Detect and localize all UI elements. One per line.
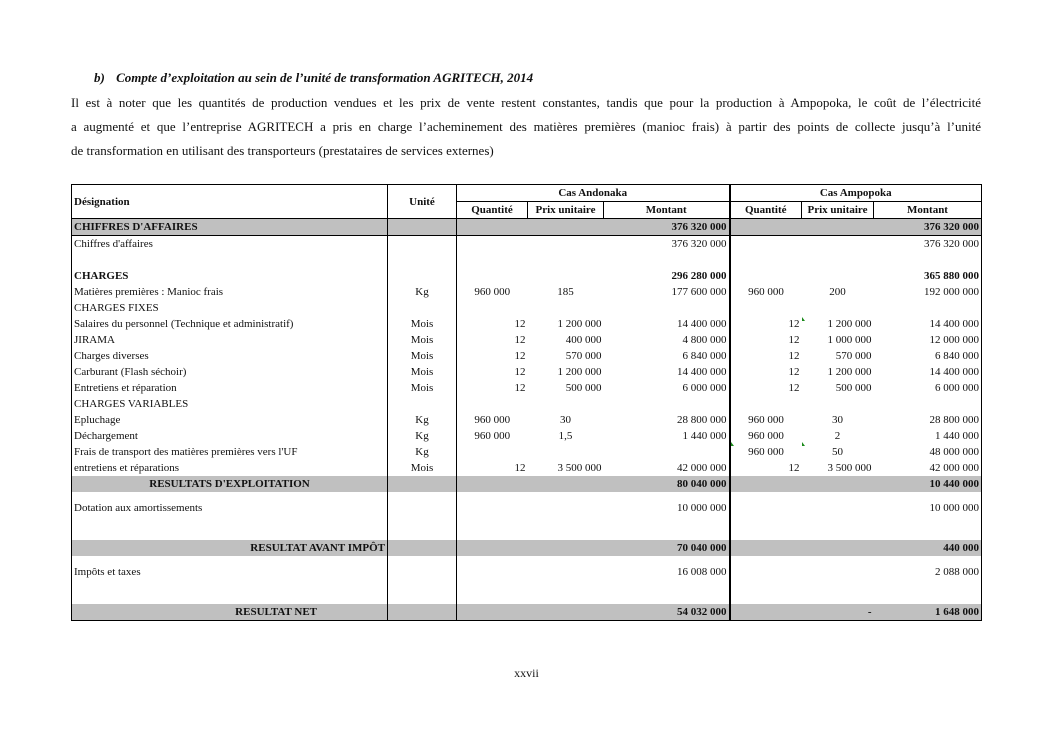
sign-ampopoka: -	[802, 604, 874, 621]
montant-ampopoka: 376 320 000	[874, 236, 982, 253]
row-unit: Mois	[388, 316, 457, 332]
prix-ampopoka: 3 500 000	[827, 462, 872, 474]
row-unit: Mois	[388, 364, 457, 380]
quantite-ampopoka: 12	[730, 348, 802, 364]
table-row	[72, 476, 982, 492]
quantite-andonaka: 12	[514, 350, 526, 362]
row-label: Impôts et taxes	[72, 556, 388, 588]
paragraph-line: de transformation en utilisant des transporteurs (prestataires de services externes)	[71, 143, 494, 158]
montant-andonaka: 42 000 000	[677, 462, 727, 474]
montant-ampopoka: 10 000 000	[874, 492, 982, 524]
prix-andonaka: 30	[560, 414, 571, 426]
prix-andonaka: 400 000	[565, 334, 602, 346]
spacer-row	[72, 252, 982, 268]
prix-andonaka: 500 000	[565, 382, 602, 394]
row-label: Dotation aux amortissements	[72, 492, 388, 524]
header-montant-2: Montant	[874, 202, 982, 219]
table-row	[72, 348, 982, 364]
table-row	[72, 268, 982, 284]
montant-andonaka: 80 040 000	[604, 476, 730, 492]
table-row	[72, 412, 982, 428]
montant-ampopoka: 376 320 000	[874, 219, 982, 236]
paragraph-line: Il est à noter que les quantités de production vendues et les prix de vente restent constantes, tandis que pour la production à Ampopoka, le coût de l’électricité	[71, 95, 981, 110]
montant-andonaka: 14 400 000	[677, 318, 727, 330]
montant-ampopoka: 1 648 000	[874, 604, 982, 621]
montant-ampopoka: 12 000 000	[874, 332, 982, 348]
row-label: Salaires du personnel (Technique et administratif)	[72, 316, 388, 332]
table-row	[72, 284, 982, 300]
row-label: RESULTATS D'EXPLOITATION	[72, 476, 388, 492]
row-label: Entretiens et réparation	[72, 380, 388, 396]
montant-ampopoka: 10 440 000	[874, 476, 982, 492]
row-unit: Kg	[388, 444, 457, 460]
spacer-row	[72, 588, 982, 604]
table-row	[72, 332, 982, 348]
table-row	[72, 556, 982, 588]
row-unit: Kg	[388, 412, 457, 428]
montant-ampopoka: 42 000 000	[874, 460, 982, 476]
quantite-ampopoka: 960 000	[730, 284, 802, 300]
row-unit: Mois	[388, 348, 457, 364]
table-row	[72, 428, 982, 444]
prix-ampopoka: 1 200 000	[827, 366, 872, 378]
prix-ampopoka: 570 000	[835, 350, 872, 362]
prix-andonaka: 1 200 000	[557, 366, 602, 378]
row-unit: Kg	[388, 284, 457, 300]
montant-andonaka: 6 840 000	[682, 350, 727, 362]
cell-marker-icon	[731, 442, 734, 446]
row-label: Charges diverses	[72, 348, 388, 364]
header-unite: Unité	[388, 185, 457, 219]
row-label: RESULTAT AVANT IMPÔT	[72, 540, 388, 556]
row-label: CHARGES FIXES	[72, 300, 388, 316]
table-row	[72, 444, 982, 460]
table-row	[72, 219, 982, 236]
montant-ampopoka: 48 000 000	[874, 444, 982, 460]
row-label: entretiens et réparations	[72, 460, 388, 476]
quantite-andonaka: 960 000	[474, 430, 511, 442]
prix-ampopoka: 30	[832, 414, 843, 426]
quantite-ampopoka: 960 000	[730, 444, 802, 460]
montant-andonaka: 1 440 000	[682, 430, 727, 442]
montant-andonaka: 4 800 000	[682, 334, 727, 346]
montant-andonaka: 70 040 000	[604, 540, 730, 556]
header-quantite-1: Quantité	[457, 202, 528, 219]
quantite-andonaka: 12	[514, 366, 526, 378]
operating-account-table	[71, 184, 982, 621]
row-label: Carburant (Flash séchoir)	[72, 364, 388, 380]
row-label: CHARGES VARIABLES	[72, 396, 388, 412]
section-heading	[94, 70, 533, 86]
montant-ampopoka: 440 000	[874, 540, 982, 556]
quantite-andonaka: 960 000	[474, 286, 511, 298]
montant-ampopoka: 192 000 000	[874, 284, 982, 300]
table-row	[72, 604, 982, 621]
montant-andonaka: 296 280 000	[671, 270, 727, 282]
header-cas-andonaka: Cas Andonaka	[457, 185, 730, 202]
row-label: RESULTAT NET	[72, 604, 388, 621]
montant-andonaka: 16 008 000	[677, 566, 727, 578]
montant-ampopoka: 14 400 000	[874, 316, 982, 332]
table-row	[72, 396, 982, 412]
prix-ampopoka: 1 200 000	[827, 318, 872, 330]
row-label: CHARGES	[72, 268, 388, 284]
quantite-andonaka: 12	[514, 318, 526, 330]
row-label: Chiffres d'affaires	[72, 236, 388, 253]
prix-andonaka: 3 500 000	[557, 462, 602, 474]
table-row	[72, 316, 982, 332]
row-unit: Kg	[388, 428, 457, 444]
header-designation: Désignation	[72, 185, 388, 219]
row-label: CHIFFRES D'AFFAIRES	[72, 219, 388, 236]
header-quantite-2: Quantité	[730, 202, 802, 219]
table-row	[72, 460, 982, 476]
table-row	[72, 364, 982, 380]
quantite-andonaka: 12	[514, 462, 526, 474]
quantite-ampopoka: 960 000	[730, 428, 802, 444]
row-unit: Mois	[388, 332, 457, 348]
row-label: Frais de transport des matières premières vers l'UF	[72, 444, 388, 460]
row-label: Matières premières : Manioc frais	[72, 284, 388, 300]
row-label: JIRAMA	[72, 332, 388, 348]
page-number: xxvii	[514, 666, 539, 680]
table-row	[72, 540, 982, 556]
prix-ampopoka: 2	[834, 430, 841, 442]
montant-ampopoka: 365 880 000	[874, 268, 982, 284]
quantite-ampopoka: 12	[730, 316, 802, 332]
montant-andonaka: 14 400 000	[677, 366, 727, 378]
header-prix-2: Prix unitaire	[802, 202, 874, 219]
prix-ampopoka: 1 000 000	[827, 334, 872, 346]
quantite-ampopoka: 12	[730, 380, 802, 396]
quantite-andonaka: 12	[514, 382, 526, 394]
table-row	[72, 300, 982, 316]
montant-andonaka: 54 032 000	[604, 604, 730, 621]
paragraph-line: a augmenté et que l’entreprise AGRITECH a pris en charge l’acheminement des matières premières (manioc frais) à partir des points de collecte jusqu’à l’unité	[71, 119, 981, 134]
montant-ampopoka: 28 800 000	[874, 412, 982, 428]
section-title: Compte d’exploitation au sein de l’unité de transformation AGRITECH, 2014	[116, 70, 534, 85]
row-label: Epluchage	[72, 412, 388, 428]
header-montant-1: Montant	[604, 202, 730, 219]
prix-ampopoka: 500 000	[835, 382, 872, 394]
quantite-ampopoka: 960 000	[730, 412, 802, 428]
header-prix-1: Prix unitaire	[528, 202, 604, 219]
quantite-ampopoka: 12	[730, 460, 802, 476]
section-marker: b)	[94, 70, 105, 85]
montant-ampopoka: 6 840 000	[874, 348, 982, 364]
montant-andonaka: 177 600 000	[671, 286, 727, 298]
spacer-row	[72, 524, 982, 540]
prix-ampopoka: 200	[829, 286, 846, 298]
row-unit: Mois	[388, 380, 457, 396]
quantite-andonaka: 12	[514, 334, 526, 346]
montant-andonaka: 10 000 000	[677, 502, 727, 514]
montant-ampopoka: 6 000 000	[874, 380, 982, 396]
row-unit: Mois	[388, 460, 457, 476]
cell-marker-icon	[802, 317, 805, 321]
montant-andonaka: 376 320 000	[604, 219, 730, 236]
prix-ampopoka: 50	[832, 446, 843, 458]
table-row	[72, 236, 982, 253]
montant-ampopoka: 1 440 000	[874, 428, 982, 444]
quantite-andonaka: 960 000	[474, 414, 511, 426]
cell-marker-icon	[802, 442, 805, 446]
montant-andonaka: 6 000 000	[682, 382, 727, 394]
montant-andonaka: 376 320 000	[671, 238, 727, 250]
prix-andonaka: 570 000	[565, 350, 602, 362]
montant-ampopoka: 2 088 000	[874, 556, 982, 588]
prix-andonaka: 185	[557, 286, 574, 298]
intro-paragraph	[71, 91, 981, 163]
table-row	[72, 380, 982, 396]
header-cas-ampopoka: Cas Ampopoka	[730, 185, 982, 202]
row-label: Déchargement	[72, 428, 388, 444]
quantite-ampopoka: 12	[730, 364, 802, 380]
table-row	[72, 492, 982, 524]
montant-andonaka: 28 800 000	[677, 414, 727, 426]
prix-andonaka: 1 200 000	[557, 318, 602, 330]
montant-ampopoka: 14 400 000	[874, 364, 982, 380]
prix-andonaka: 1,5	[558, 430, 573, 442]
quantite-ampopoka: 12	[730, 332, 802, 348]
